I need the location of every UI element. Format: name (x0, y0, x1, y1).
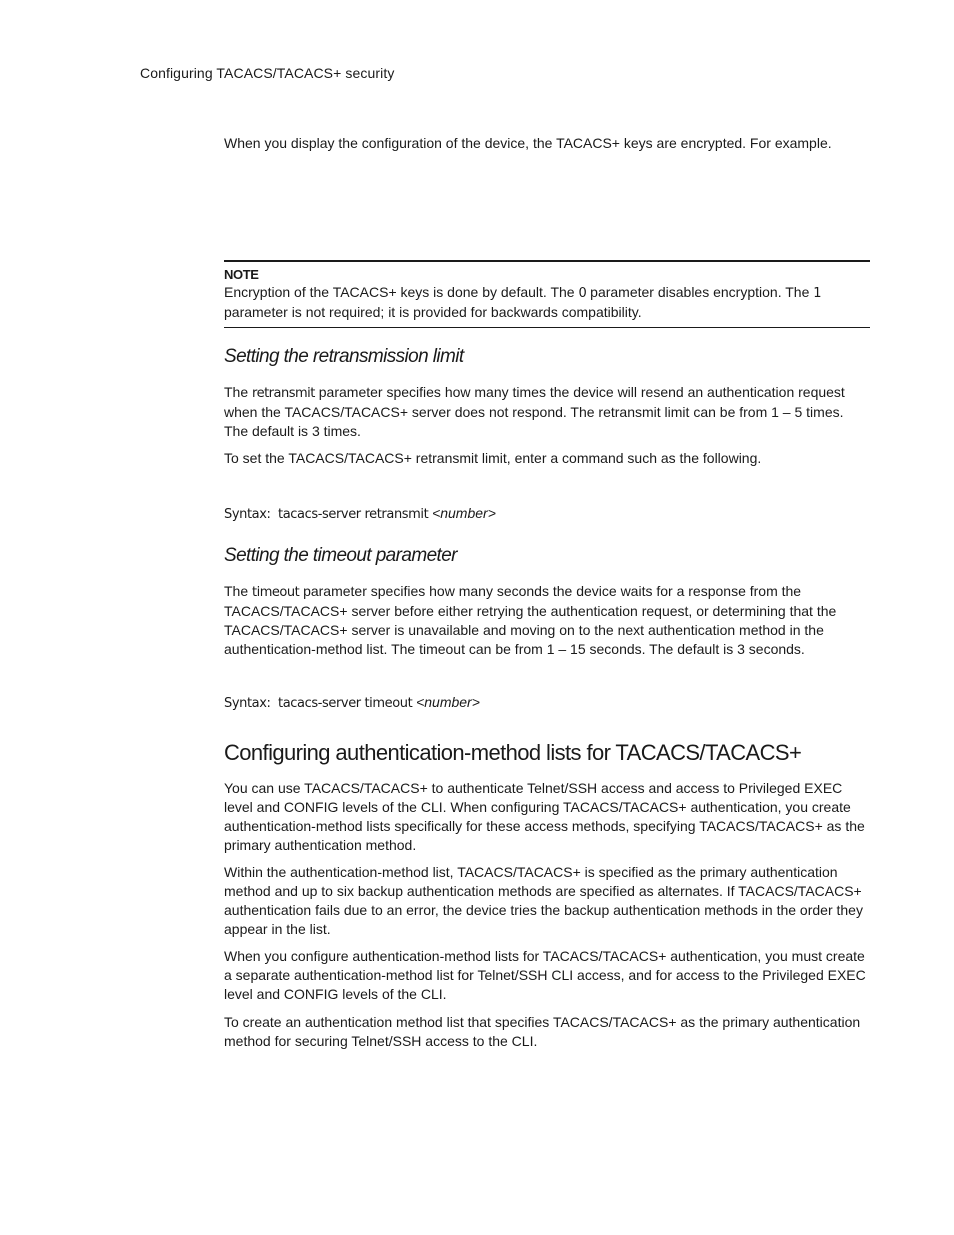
running-head: Configuring TACACS/TACACS+ security (140, 65, 395, 81)
auth-paragraph-1: You can use TACACS/TACACS+ to authenticate Telnet/SSH access and access to Privileged EXEC level and CONFIG levels of the CLI. When configuring TACACS/TACACS+ authentication, you create authentication-method lists specifically for these access methods, specifying TACACS/TACACS+ as the primary authentication method. (224, 780, 865, 853)
retransmit-paragraph: The retransmit parameter specifies how many times the device will resend an authentication request when the TACACS/TACACS+ server does not respond. The retransmit limit can be from 1 – 5 times. The default is 3 times. (224, 384, 845, 439)
retransmit-heading: Setting the retransmission limit (224, 346, 464, 367)
retransmit-syntax (224, 505, 870, 522)
intro-paragraph: When you display the configuration of the device, the TACACS+ keys are encrypted. For example. (224, 135, 832, 151)
timeout-keyword: timeout (252, 585, 300, 600)
timeout-heading: Setting the timeout parameter (224, 545, 457, 566)
note-keyword-0: 0 (578, 286, 587, 301)
syntax-command: tacacs-server timeout (278, 696, 413, 711)
note-title: NOTE (224, 267, 259, 282)
retransmit-keyword: retransmit (252, 386, 315, 401)
retransmit-instruction: To set the TACACS/TACACS+ retransmit limit, enter a command such as the following. (224, 450, 762, 466)
syntax-label: Syntax: (224, 507, 271, 522)
auth-paragraph-4: To create an authentication method list that specifies TACACS/TACACS+ as the primary authentication method for securing Telnet/SSH access to the CLI. (224, 1014, 861, 1049)
note-keyword-1: 1 (813, 286, 822, 301)
syntax-parameter: <number> (432, 505, 496, 521)
syntax-label: Syntax: (224, 696, 271, 711)
syntax-command: tacacs-server retransmit (278, 507, 429, 522)
timeout-paragraph: The timeout parameter specifies how many seconds the device waits for a response from the TACACS/TACACS+ server before either retrying the authentication request, or determining that the TACACS/TACACS+ server is unavailable and moving on to the next authentication method in the authentication-method list. The timeout can be from 1 – 15 seconds. The default is 3 seconds. (224, 583, 837, 657)
note-box (224, 260, 870, 328)
note-text: Encryption of the TACACS+ keys is done by default. The 0 parameter disables encryption. The 1 parameter is not required; it is provided for backwards compatibility. (224, 284, 822, 320)
syntax-parameter: <number> (416, 694, 480, 710)
auth-paragraph-3: When you configure authentication-method lists for TACACS/TACACS+ authentication, you must create a separate authentication-method list for Telnet/SSH CLI access, and for access to the Privileged EXEC level and CONFIG levels of the CLI. (224, 948, 866, 1002)
auth-method-heading: Configuring authentication-method lists for TACACS/TACACS+ (224, 740, 802, 765)
auth-paragraph-2: Within the authentication-method list, TACACS/TACACS+ is specified as the primary authentication method and up to six backup authentication methods are specified as alternates. If TACACS/TACACS+ authentication fails due to an error, the device tries the backup authentication methods in the order they appear in the list. (224, 864, 863, 937)
timeout-syntax (224, 694, 870, 711)
